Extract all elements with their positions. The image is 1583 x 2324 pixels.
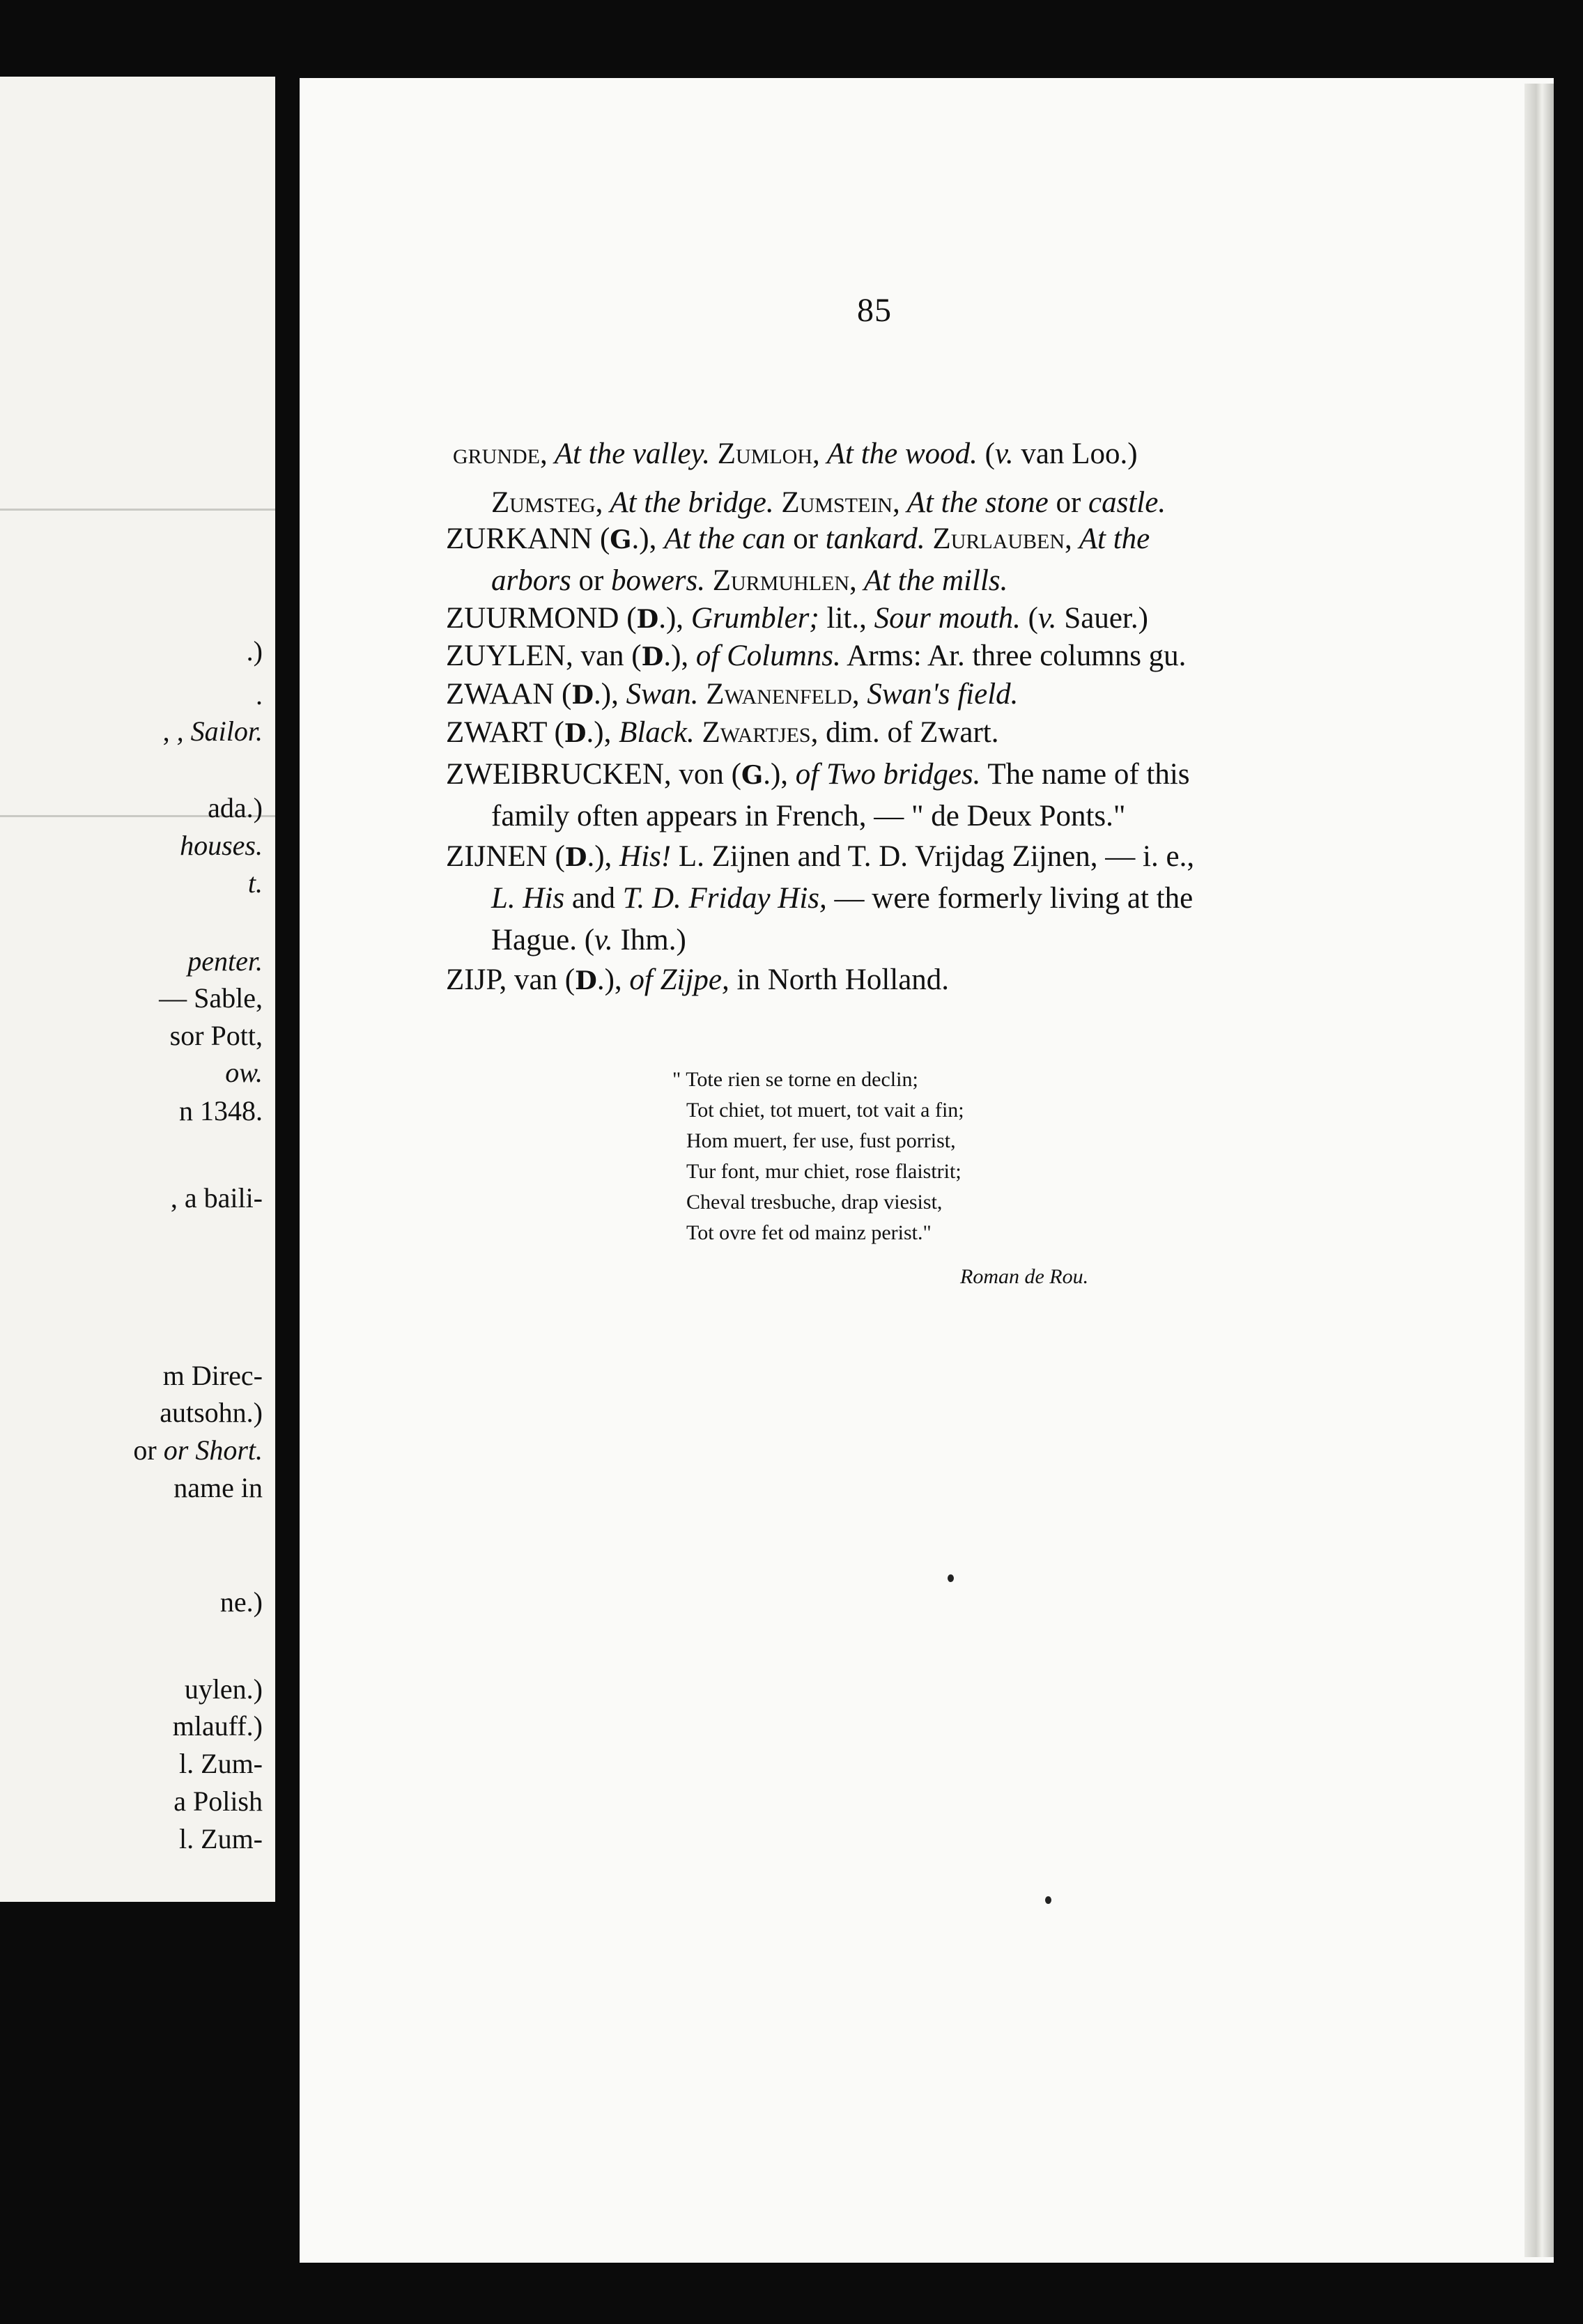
poem-line: Hom muert, fer use, fust porrist, [686,1129,956,1152]
left-fragment: , , Sailor. [162,715,263,747]
poem-line: Tot chiet, tot muert, tot vait a fin; [686,1099,964,1122]
entry-line: L. His and T. D. Friday His, — were formerly living at the [491,882,1194,915]
left-fragment: or or Short. [133,1434,263,1466]
left-fragment: penter. [187,945,263,977]
left-fragment: . [256,679,263,711]
entry-zurkann: ZURKANN (G.), At the can or tankard. Zurlauben, At the [446,522,1150,555]
left-fragment: l. Zum- [179,1823,263,1854]
left-fragment: m Direc- [162,1360,263,1391]
left-fragment: ada.) [208,792,263,823]
entry-line: arbors or bowers. Zurmuhlen, At the mills. [491,564,1008,597]
entry-zuylen: ZUYLEN, van (D.), of Columns. Arms: Ar. three columns gu. [446,640,1187,672]
poem-line: Tot ovre fet od mainz perist." [686,1221,932,1244]
left-fragment: a Polish [173,1785,263,1817]
poem-source: Roman de Rou. [960,1265,1089,1288]
faded-rule [0,509,275,511]
left-fragment: autsohn.) [160,1397,263,1428]
entry-zweibrucken: ZWEIBRUCKEN, von (G.), of Two bridges. The name of this [446,758,1190,791]
left-fragment: ne.) [219,1586,263,1618]
left-fragment: — Sable, [159,982,263,1014]
entry-zwaan: ZWAAN (D.), Swan. Zwanenfeld, Swan's field. [446,678,1019,711]
page-edge [1524,84,1554,2257]
left-fragment: name in [173,1472,263,1503]
entry-line: Hague. (v. Ihm.) [491,924,686,956]
left-fragment: sor Pott, [169,1020,263,1051]
left-fragment: uylen.) [184,1673,263,1705]
left-fragment: n 1348. [179,1095,263,1126]
left-fragment: mlauff.) [172,1710,263,1742]
entry-zijnen: ZIJNEN (D.), His! L. Zijnen and T. D. Vrijdag Zijnen, — i. e., [446,840,1195,873]
poem-line: " Tote rien se torne en declin; [672,1068,918,1091]
poem-line: Cheval tresbuche, drap viesist, [686,1191,943,1214]
left-fragment: houses. [180,830,263,861]
left-fragment: , a baili- [170,1182,263,1214]
entry-zwart: ZWART (D.), Black. Zwartjes, dim. of Zwart. [446,716,999,749]
entry-line: grunde, At the valley. Zumloh, At the wood. (v. van Loo.) [453,437,1138,470]
poem-line: Tur font, mur chiet, rose flaistrit; [686,1160,962,1183]
left-fragment: ow. [225,1057,263,1088]
entry-zuurmond: ZUURMOND (D.), Grumbler; lit., Sour mouth. (v. Sauer.) [446,602,1148,635]
previous-page-fragment [0,77,275,1902]
poem-quote [672,1064,964,1248]
entry-line: family often appears in French, — " de Deux Ponts." [491,800,1126,832]
entry-zijp: ZIJP, van (D.), of Zijpe, in North Holland. [446,963,950,996]
entry-line: Zumsteg, At the bridge. Zumstein, At the stone or castle. [491,486,1166,519]
left-fragment: .) [246,635,263,667]
scan-speck [948,1574,954,1582]
scan-speck [1045,1896,1051,1904]
page-number: 85 [857,292,892,329]
left-fragment: l. Zum- [179,1748,263,1779]
left-fragment: t. [247,867,263,899]
